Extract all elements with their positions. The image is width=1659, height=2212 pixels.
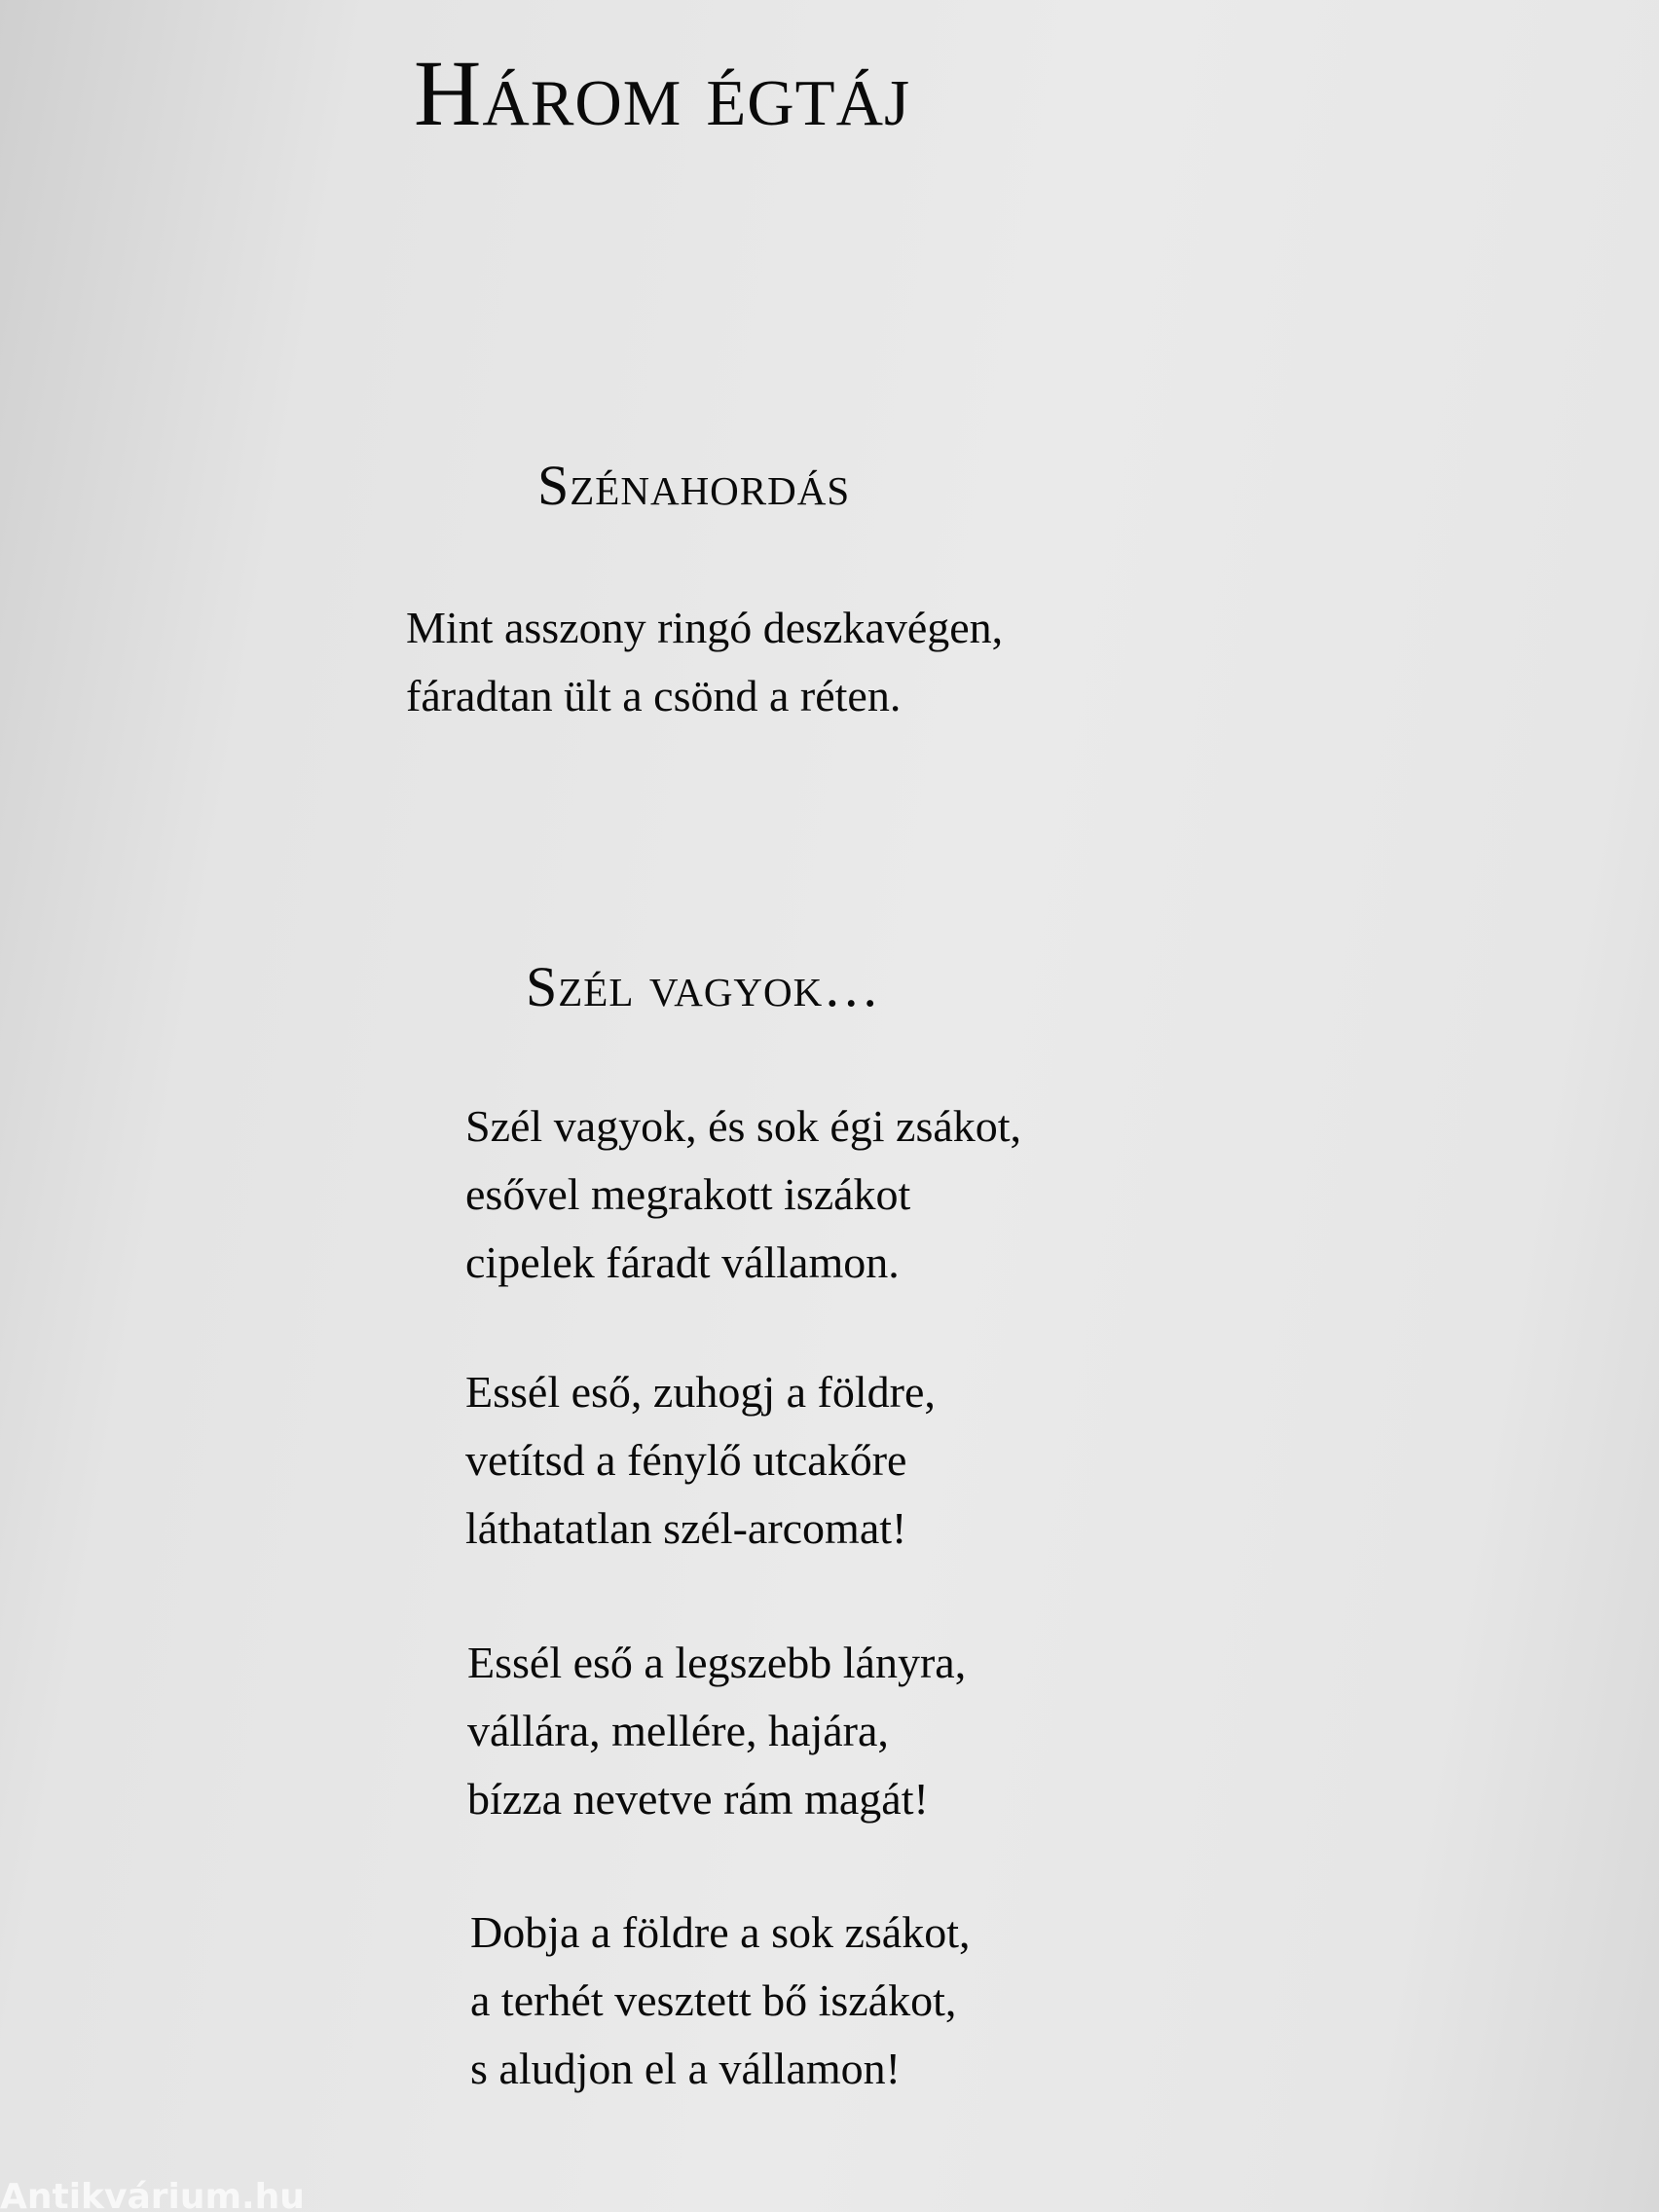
poem-line: láthatatlan szél-arcomat! xyxy=(465,1503,907,1553)
poem-heading-szel-vagyok: Szél vagyok… xyxy=(526,955,881,1018)
poem-line: Essél eső, zuhogj a földre, xyxy=(465,1367,936,1417)
poem-line: cipelek fáradt vállamon. xyxy=(465,1237,900,1287)
poem-line: Mint asszony ringó deszkavégen, xyxy=(406,603,1004,652)
stanza xyxy=(406,594,1003,730)
stanza xyxy=(470,1899,971,2103)
poem-line: vetítsd a fénylő utcakőre xyxy=(465,1435,907,1485)
poem-line: Szél vagyok, és sok égi zsákot, xyxy=(465,1101,1022,1151)
poem-line: a terhét vesztett bő iszákot, xyxy=(470,1975,957,2025)
poem-heading-szenahordas: Szénahordás xyxy=(537,454,851,517)
poem-line: Essél eső a legszebb lányra, xyxy=(467,1638,967,1687)
poem-line: Dobja a földre a sok zsákot, xyxy=(470,1907,971,1957)
poem-line: bízza nevetve rám magát! xyxy=(467,1774,929,1824)
poem-line: esővel megrakott iszákot xyxy=(465,1169,911,1219)
watermark: Antikvárium.hu xyxy=(0,2177,305,2212)
stanza xyxy=(465,1358,936,1563)
poem-line: fáradtan ült a csönd a réten. xyxy=(406,671,902,720)
poem-line: s aludjon el a vállamon! xyxy=(470,2044,901,2093)
poem-line: vállára, mellére, hajára, xyxy=(467,1706,889,1755)
stanza xyxy=(467,1629,966,1833)
page-title: Három égtáj xyxy=(414,41,911,145)
stanza xyxy=(465,1092,1021,1297)
